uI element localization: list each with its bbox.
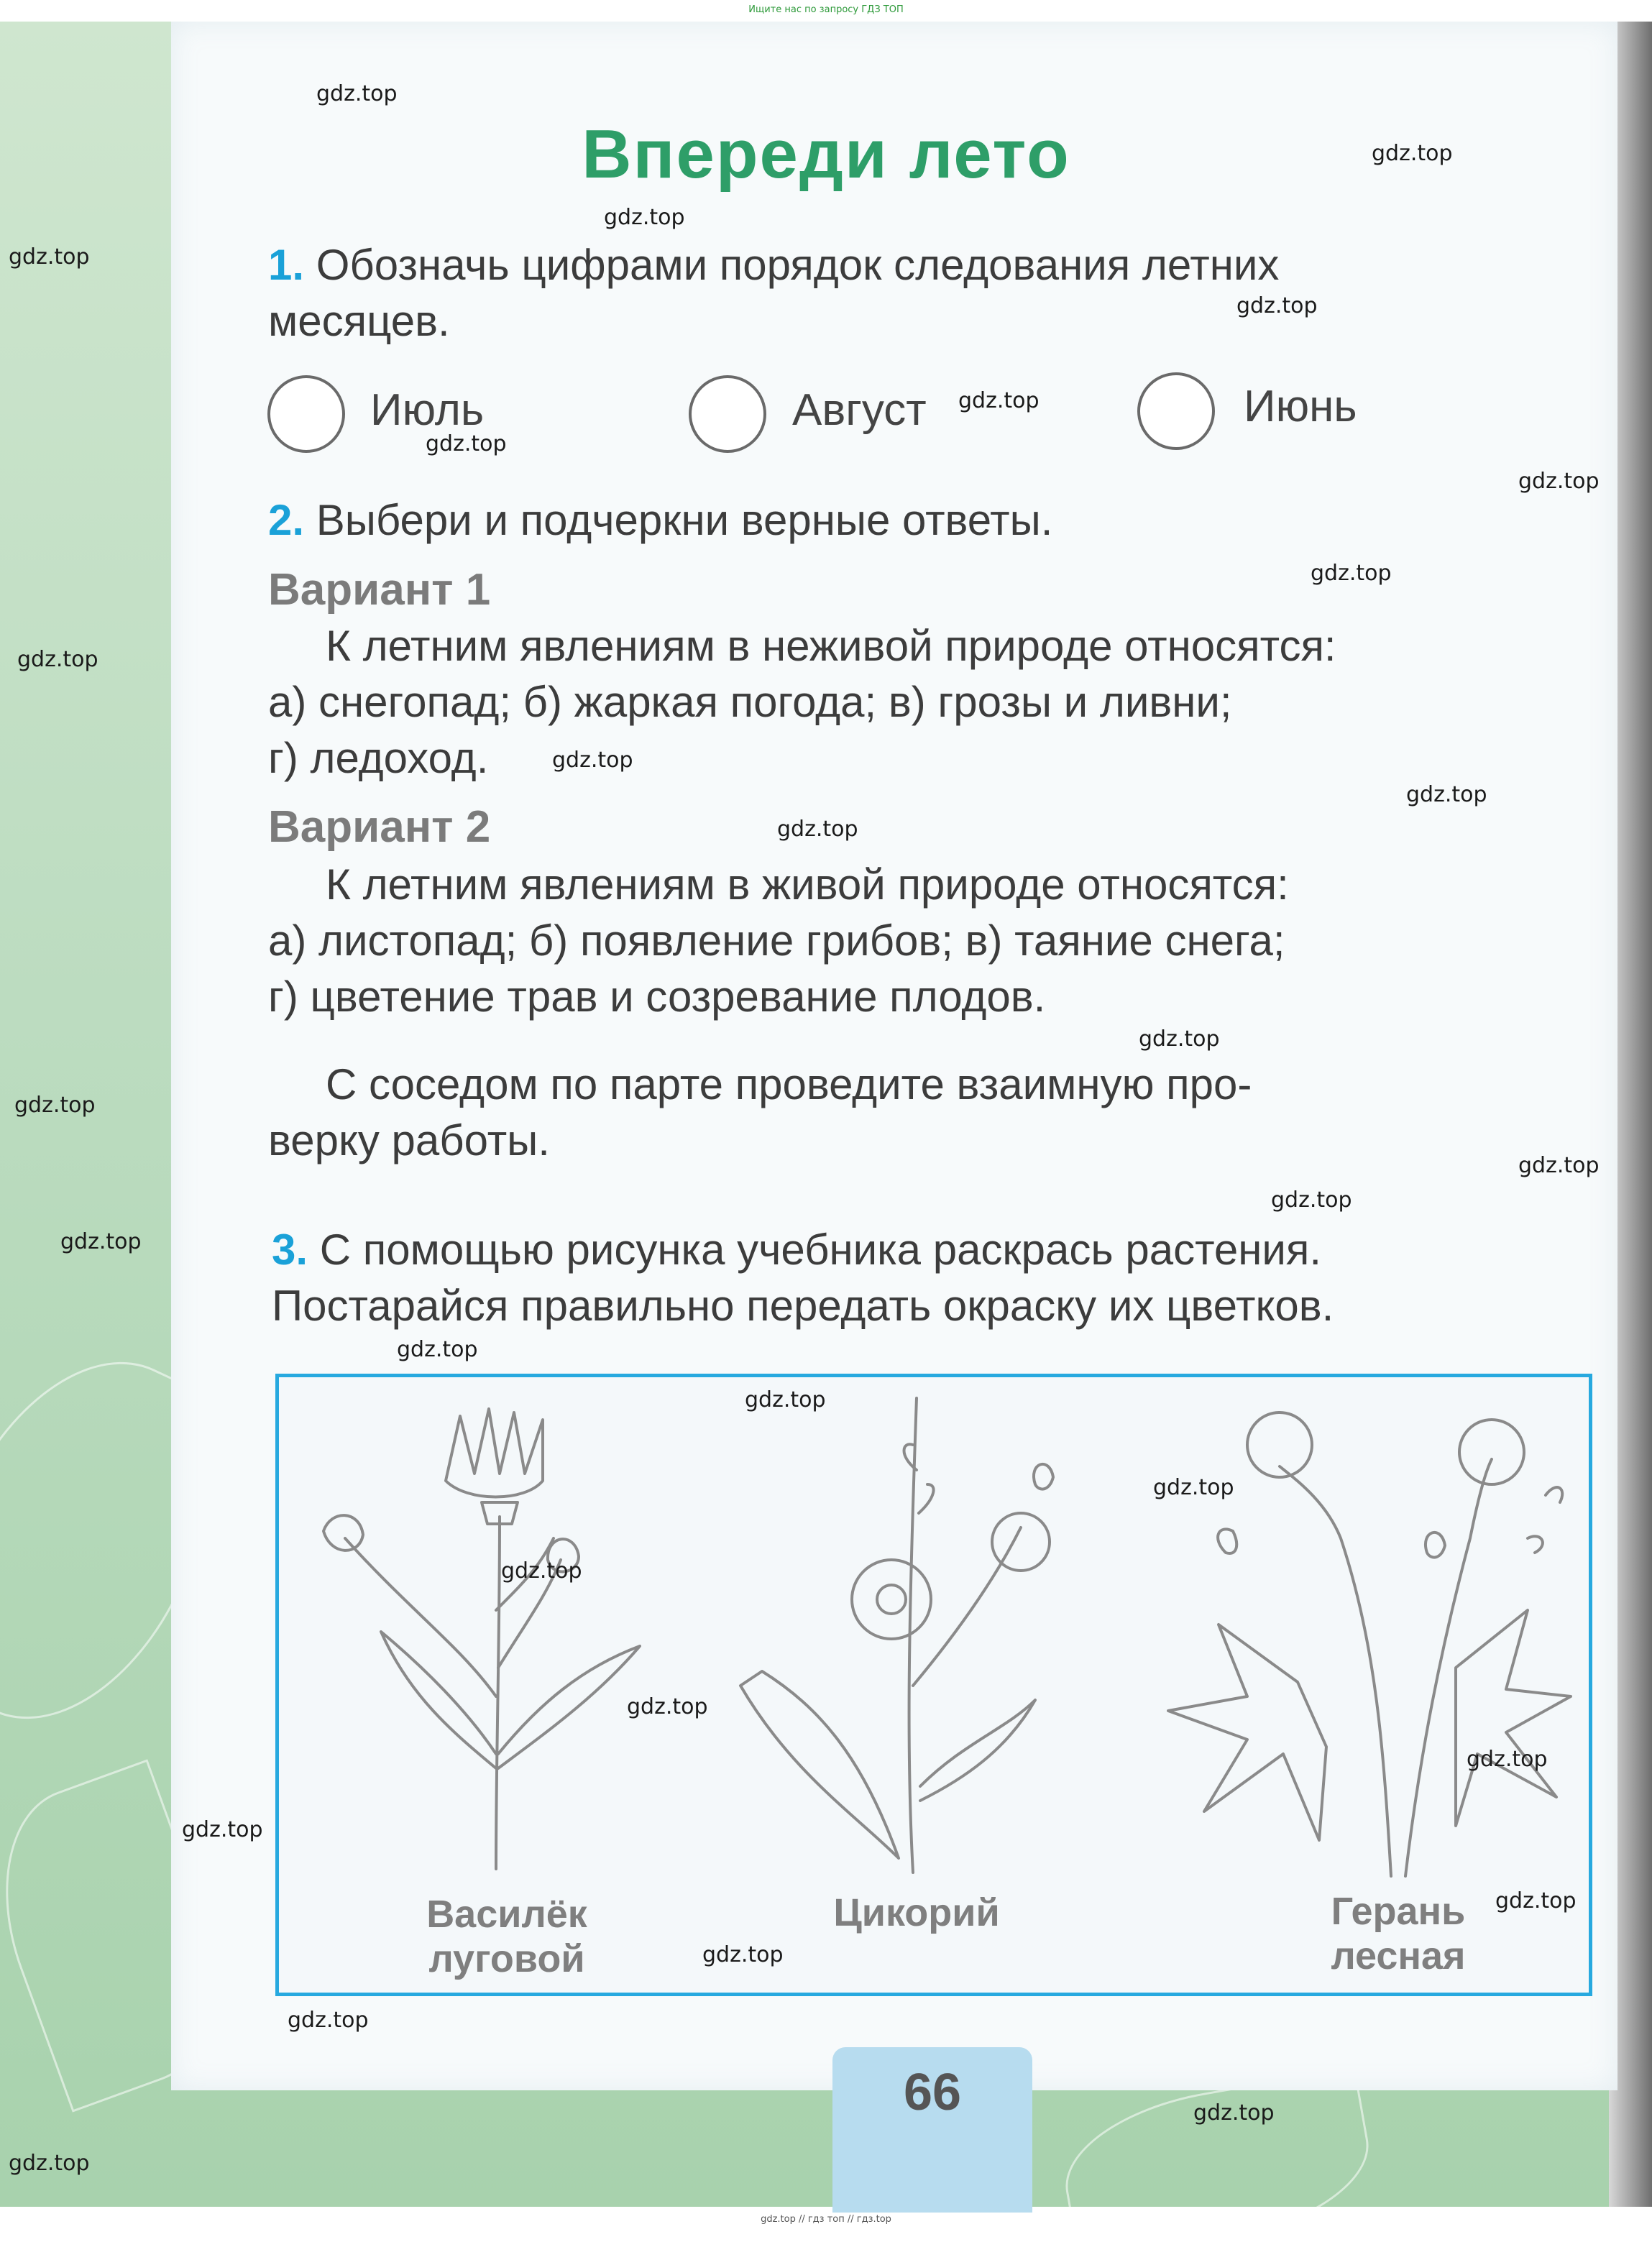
watermark: gdz.top	[552, 748, 633, 773]
geranium-buds-far-right	[1528, 1487, 1562, 1553]
variant1-line2: а) снегопад; б) жаркая погода; в) грозы и ливни;	[268, 678, 1232, 726]
geranium-leaf-left	[1168, 1625, 1326, 1840]
watermark: gdz.top	[316, 81, 398, 106]
peer-check-line2: верку работы.	[268, 1116, 550, 1164]
top-note: Ищите нас по запросу ГДЗ ТОП	[748, 4, 904, 15]
geranium-leaf-right	[1456, 1610, 1571, 1826]
plant-name-chicory-line1: Цикорий	[833, 1891, 1000, 1934]
cornflower-branch-left	[345, 1538, 496, 1696]
chicory-basal-leaf	[740, 1671, 899, 1858]
plant-name-cornflower-line1: Василёк	[426, 1893, 587, 1936]
geranium-flower-right	[1459, 1420, 1524, 1484]
variant2-line3: г) цветение трав и созревание плодов.	[268, 973, 1046, 1021]
month-july: Июль	[370, 385, 485, 435]
watermark: gdz.top	[14, 1093, 96, 1118]
chicory-flower-right	[992, 1513, 1050, 1571]
bottom-note: gdz.top // гдз топ // гдз.top	[761, 2214, 891, 2225]
watermark: gdz.top	[958, 388, 1040, 413]
plant-name-chicory	[791, 1890, 1042, 1935]
watermark: gdz.top	[182, 1817, 263, 1842]
month-august: Август	[792, 385, 927, 435]
month-june: Июнь	[1244, 382, 1357, 431]
task1-text: Обозначь цифрами порядок следования летних	[316, 241, 1280, 289]
plant-name-cornflower-line2: луговой	[428, 1937, 585, 1980]
watermark: gdz.top	[397, 1337, 478, 1362]
chicory-leaf-right	[920, 1700, 1035, 1801]
watermark: gdz.top	[1518, 1153, 1600, 1178]
chicory-bud-top	[1034, 1464, 1053, 1489]
answer-circle-august[interactable]	[689, 375, 766, 453]
task3-line2: Постарайся правильно передать окраску их цветков.	[272, 1282, 1334, 1330]
watermark: gdz.top	[1311, 561, 1392, 586]
watermark: gdz.top	[60, 1229, 142, 1254]
geranium-drawing[interactable]	[1154, 1395, 1578, 1883]
geranium-bud-left	[1218, 1529, 1236, 1553]
watermark: gdz.top	[1193, 2100, 1275, 2126]
watermark: gdz.top	[1372, 141, 1453, 166]
cornflower-leaf-1	[381, 1632, 496, 1768]
task2-number: 2.	[268, 496, 305, 544]
peer-check-line1: С соседом по парте проведите взаимную про-	[326, 1060, 1252, 1108]
variant2-line2: а) листопад; б) появление грибов; в) таяние снега;	[268, 916, 1285, 965]
cornflower-drawing[interactable]	[280, 1395, 654, 1876]
cornflower-bud-left	[323, 1515, 363, 1550]
watermark: gdz.top	[1139, 1026, 1220, 1052]
task2-text: Выбери и подчеркни верные ответы.	[316, 496, 1053, 544]
answer-circle-june[interactable]	[1137, 372, 1215, 450]
variant1-label: Вариант 1	[268, 565, 491, 615]
cornflower-leaf-2	[498, 1646, 640, 1768]
chicory-flower	[852, 1560, 931, 1639]
watermark: gdz.top	[1271, 1187, 1352, 1213]
variant2-label: Вариант 2	[268, 802, 491, 852]
decorative-leaf-3	[1053, 2067, 1380, 2265]
chicory-drawing[interactable]	[733, 1384, 1107, 1876]
page-title: Впереди лето	[582, 116, 1070, 193]
cornflower-stem	[496, 1517, 500, 1869]
task1-line2: месяцев.	[268, 297, 450, 345]
task2-line1	[268, 492, 1052, 548]
geranium-stem-right	[1405, 1459, 1492, 1876]
plant-name-geranium-line1: Герань	[1331, 1890, 1466, 1933]
watermark: gdz.top	[745, 1387, 826, 1412]
watermark: gdz.top	[9, 2151, 90, 2176]
watermark: gdz.top	[501, 1558, 582, 1584]
watermark: gdz.top	[1467, 1747, 1548, 1772]
watermark: gdz.top	[9, 244, 90, 270]
task1-line1	[268, 237, 1279, 293]
watermark: gdz.top	[1153, 1475, 1234, 1500]
watermark: gdz.top	[1236, 293, 1318, 318]
variant1-line1: К летним явлениям в неживой природе относятся:	[326, 622, 1336, 670]
watermark: gdz.top	[17, 647, 98, 672]
watermark: gdz.top	[604, 205, 685, 230]
chicory-flower-center	[877, 1585, 906, 1614]
watermark: gdz.top	[1406, 782, 1487, 807]
watermark: gdz.top	[1518, 469, 1600, 494]
watermark: gdz.top	[777, 817, 858, 842]
task3-number: 3.	[272, 1226, 308, 1274]
geranium-bud-right	[1426, 1533, 1445, 1558]
task3-text: С помощью рисунка учебника раскрась растения.	[319, 1226, 1322, 1274]
watermark: gdz.top	[702, 1942, 784, 1967]
answer-circle-july[interactable]	[267, 375, 345, 453]
watermark: gdz.top	[627, 1694, 708, 1719]
task1-number: 1.	[268, 241, 305, 289]
chicory-buds-upper	[904, 1444, 934, 1513]
geranium-stem-left	[1280, 1466, 1391, 1876]
plant-name-geranium	[1280, 1889, 1517, 1978]
variant2-line1: К летним явлениям в живой природе относятся:	[326, 860, 1289, 909]
plant-name-cornflower	[374, 1892, 640, 1981]
plant-name-geranium-line2: лесная	[1331, 1934, 1466, 1977]
variant1-line3: г) ледоход.	[268, 734, 489, 782]
watermark: gdz.top	[288, 2008, 369, 2033]
task3-line1	[272, 1222, 1321, 1278]
cornflower-flower	[446, 1409, 543, 1497]
watermark: gdz.top	[1495, 1888, 1577, 1913]
watermark: gdz.top	[426, 431, 507, 456]
page-number: 66	[903, 2064, 962, 2121]
